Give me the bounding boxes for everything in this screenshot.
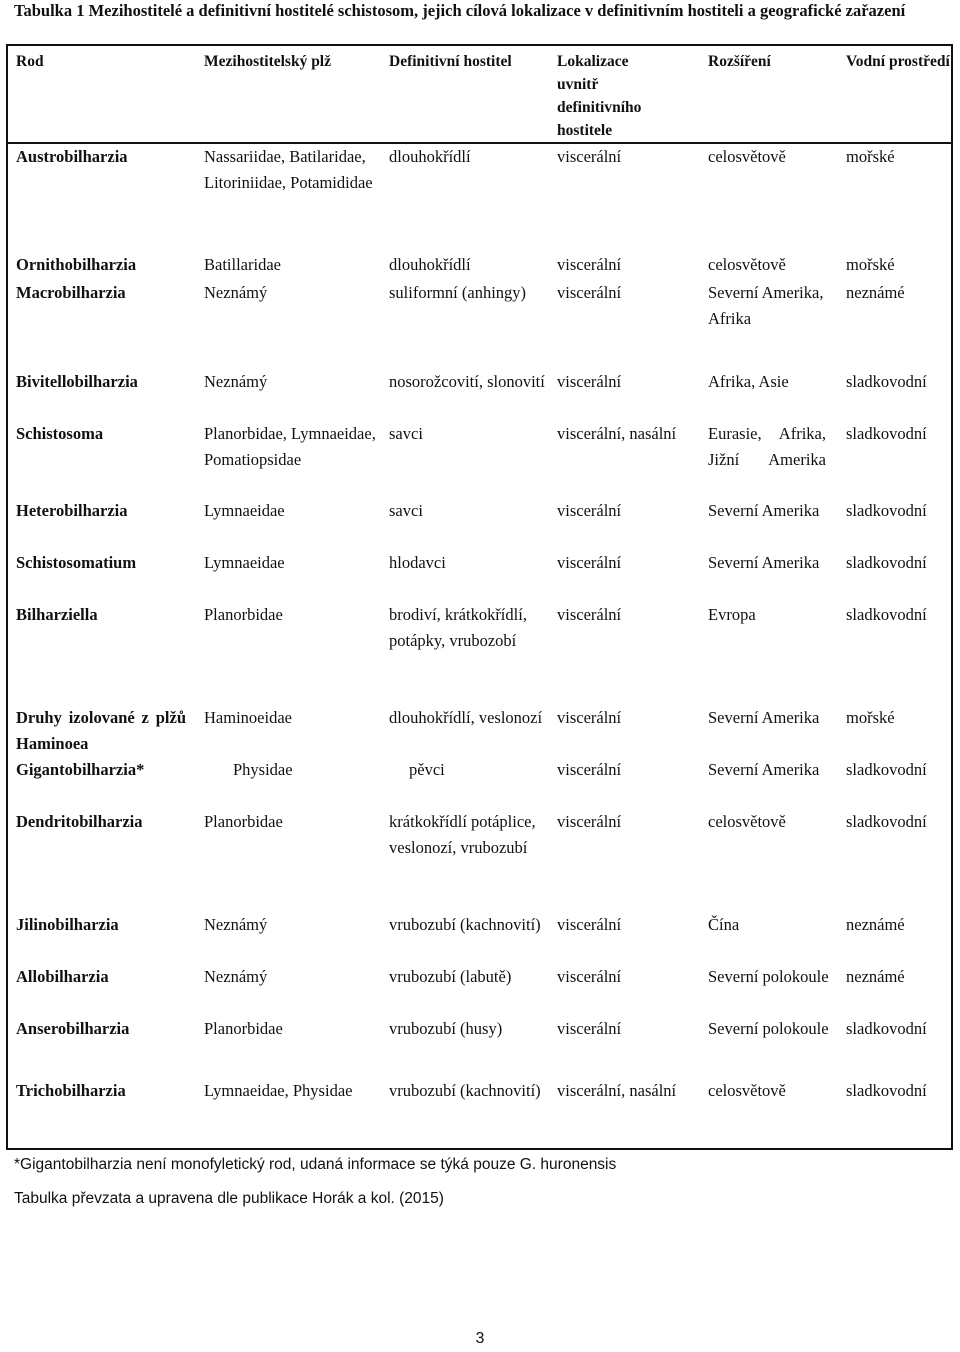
cell-vodni-prostredi: sladkovodní <box>846 553 927 572</box>
cell-rod: Anserobilharzia <box>16 1019 130 1038</box>
header-mezihostitel: Mezihostitelský plž <box>204 53 331 70</box>
cell-vodni-prostredi: sladkovodní <box>846 1081 927 1100</box>
cell-rozsireni: celosvětově <box>708 147 786 166</box>
cell-mezihostitel: Planorbidae <box>204 812 283 831</box>
cell-vodni-prostredi: sladkovodní <box>846 605 927 624</box>
cell-definitivni-hostitel: savci <box>389 501 423 520</box>
cell-mezihostitel: Physidae <box>233 760 293 779</box>
cell-lokalizace: viscerální <box>557 147 622 166</box>
cell-rod: Ornithobilharzia <box>16 255 137 274</box>
cell-rod: Schistosomatium <box>16 553 137 572</box>
cell-rod: Trichobilharzia <box>16 1081 126 1100</box>
cell-rod: Austrobilharzia <box>16 147 128 166</box>
cell-vodni-prostredi: sladkovodní <box>846 501 927 520</box>
cell-rod: Bivitellobilharzia <box>16 372 138 391</box>
cell-rozsireni: celosvětově <box>708 812 786 831</box>
cell-definitivni-hostitel: vrubozubí (kachnovití) <box>389 915 541 934</box>
cell-vodni-prostredi: sladkovodní <box>846 760 927 779</box>
cell-rozsireni: Severní Amerika <box>708 760 820 779</box>
cell-rod: Schistosoma <box>16 424 104 443</box>
cell-definitivni-hostitel: vrubozubí (kachnovití) <box>389 1081 541 1100</box>
cell-lokalizace: viscerální <box>557 915 622 934</box>
cell-definitivni-hostitel: pěvci <box>409 760 445 779</box>
cell-lokalizace: viscerální <box>557 1019 622 1038</box>
cell-vodni-prostredi: sladkovodní <box>846 812 927 831</box>
cell-definitivni-hostitel: dlouhokřídlí, veslonozí <box>389 708 543 727</box>
cell-mezihostitel: Neznámý <box>204 915 268 934</box>
table-caption: Tabulka 1 Mezihostitelé a definitivní hostitelé schistosom, jejich cílová lokalizace v definitivním hostiteli a geografické zařazení <box>14 1 906 20</box>
cell-lokalizace: viscerální <box>557 708 622 727</box>
cell-lokalizace: viscerální <box>557 812 622 831</box>
cell-definitivni-hostitel: hlodavci <box>389 553 446 572</box>
cell-rozsireni: Severní polokoule <box>708 967 829 986</box>
cell-vodni-prostredi: neznámé <box>846 283 905 302</box>
cell-mezihostitel: Haminoeidae <box>204 708 292 727</box>
cell-rod: Gigantobilharzia* <box>16 760 145 779</box>
cell-lokalizace: viscerální, nasální <box>557 1081 677 1100</box>
cell-definitivni-hostitel: dlouhokřídlí <box>389 147 471 166</box>
cell-lokalizace: viscerální <box>557 605 622 624</box>
cell-rozsireni: Severní Amerika, Afrika <box>708 283 824 328</box>
cell-mezihostitel: Nassariidae, Batilaridae, Litoriniidae, Potamididae <box>204 147 373 192</box>
cell-vodni-prostredi: sladkovodní <box>846 424 927 443</box>
cell-definitivni-hostitel: nosorožcovití, slonovití <box>389 372 545 391</box>
page-number: 3 <box>475 1330 485 1347</box>
header-vodni-prostredi: Vodní prostředí <box>846 53 950 70</box>
cell-mezihostitel: Neznámý <box>204 283 268 302</box>
cell-definitivni-hostitel: krátkokřídlí potáplice, veslonozí, vrubozubí <box>389 812 536 857</box>
cell-vodni-prostredi: sladkovodní <box>846 372 927 391</box>
cell-lokalizace: viscerální <box>557 283 622 302</box>
cell-rod: Bilharziella <box>16 605 98 624</box>
cell-rozsireni: Eurasie, Afrika, Jižní Amerika <box>708 424 826 469</box>
cell-vodni-prostredi: sladkovodní <box>846 1019 927 1038</box>
header-definitivni-hostitel: Definitivní hostitel <box>389 53 512 70</box>
cell-vodni-prostredi: mořské <box>846 147 895 166</box>
cell-lokalizace: viscerální <box>557 372 622 391</box>
cell-mezihostitel: Neznámý <box>204 967 268 986</box>
cell-rod: Macrobilharzia <box>16 283 126 302</box>
cell-lokalizace: viscerální <box>557 967 622 986</box>
cell-rozsireni: Severní Amerika <box>708 708 820 727</box>
cell-mezihostitel: Lymnaeidae <box>204 501 285 520</box>
cell-rod: Dendritobilharzia <box>16 812 143 831</box>
cell-rozsireni: Severní Amerika <box>708 553 820 572</box>
cell-vodni-prostredi: mořské <box>846 255 895 274</box>
table-source-note: Tabulka převzata a upravena dle publikace Horák a kol. (2015) <box>14 1190 444 1207</box>
cell-rozsireni: Severní polokoule <box>708 1019 829 1038</box>
cell-definitivni-hostitel: brodiví, krátkokřídlí, potápky, vrubozobí <box>389 605 527 650</box>
cell-rod: Jilinobilharzia <box>16 915 119 934</box>
cell-lokalizace: viscerální, nasální <box>557 424 677 443</box>
cell-mezihostitel: Planorbidae <box>204 1019 283 1038</box>
cell-vodni-prostredi: mořské <box>846 708 895 727</box>
cell-mezihostitel: Lymnaeidae, Physidae <box>204 1081 353 1100</box>
cell-mezihostitel: Planorbidae <box>204 605 283 624</box>
cell-rod: Heterobilharzia <box>16 501 128 520</box>
cell-definitivni-hostitel: vrubozubí (labutě) <box>389 967 512 986</box>
cell-rozsireni: celosvětově <box>708 1081 786 1100</box>
cell-lokalizace: viscerální <box>557 501 622 520</box>
cell-lokalizace: viscerální <box>557 255 622 274</box>
cell-rod: Druhy izolované z plžů Haminoea <box>16 708 186 753</box>
cell-rozsireni: Evropa <box>708 605 756 624</box>
cell-mezihostitel: Planorbidae, Lymnaeidae, Pomatiopsidae <box>204 424 376 469</box>
cell-rozsireni: Afrika, Asie <box>708 372 789 391</box>
cell-rozsireni: Čína <box>708 915 740 934</box>
cell-definitivni-hostitel: savci <box>389 424 423 443</box>
cell-rozsireni: celosvětově <box>708 255 786 274</box>
cell-lokalizace: viscerální <box>557 553 622 572</box>
cell-definitivni-hostitel: dlouhokřídlí <box>389 255 471 274</box>
header-rod: Rod <box>16 53 44 70</box>
header-lokalizace: Lokalizace uvnitř definitivního hostitele <box>557 53 642 139</box>
cell-definitivni-hostitel: suliformní (anhingy) <box>389 283 527 302</box>
table-footnote: *Gigantobilharzia není monofyletický rod, udaná informace se týká pouze G. huronensis <box>14 1156 617 1173</box>
cell-mezihostitel: Batillaridae <box>204 255 281 274</box>
header-rozsireni: Rozšíření <box>708 53 771 70</box>
cell-definitivni-hostitel: vrubozubí (husy) <box>389 1019 503 1038</box>
schistosome-table <box>6 44 953 1150</box>
cell-mezihostitel: Neznámý <box>204 372 268 391</box>
cell-mezihostitel: Lymnaeidae <box>204 553 285 572</box>
cell-lokalizace: viscerální <box>557 760 622 779</box>
cell-rozsireni: Severní Amerika <box>708 501 820 520</box>
cell-vodni-prostredi: neznámé <box>846 967 905 986</box>
cell-vodni-prostredi: neznámé <box>846 915 905 934</box>
cell-rod: Allobilharzia <box>16 967 109 986</box>
